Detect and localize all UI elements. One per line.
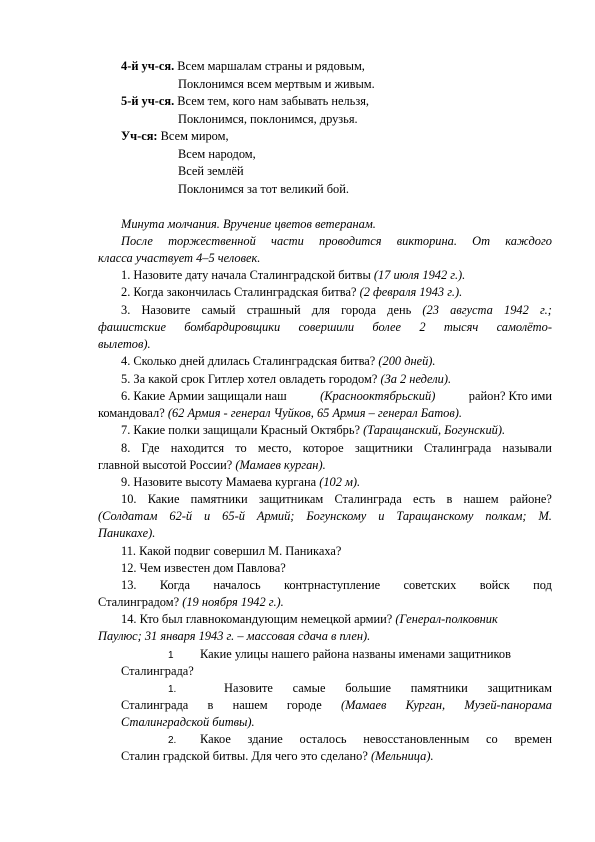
- word: районе?: [509, 492, 552, 506]
- answer-text: (62 Армия - генерал Чуйков, 65 Армия – генерал Батов).: [167, 406, 462, 420]
- answer-line: [98, 508, 552, 525]
- word: 13.: [121, 578, 137, 592]
- word: началось: [213, 578, 261, 592]
- quiz-question-6: [121, 388, 552, 405]
- word: день: [387, 303, 412, 317]
- word: Курган,: [405, 698, 446, 712]
- word: и: [204, 509, 211, 523]
- list-number: 2.: [168, 735, 177, 746]
- answer-line: вылетов).: [98, 337, 151, 351]
- word: которое: [302, 441, 344, 455]
- list-item-1: Какие улицы нашего района названы именами защитников: [200, 647, 511, 661]
- word: (Мамаев: [340, 698, 387, 712]
- quiz-question-1: [121, 267, 465, 284]
- answer-text: (200 дней).: [378, 354, 436, 368]
- question-text: Сталин градской битвы. Для чего это сделано?: [121, 749, 368, 763]
- quiz-question-3: [121, 302, 552, 319]
- speaker-label: Уч-ся:: [121, 129, 158, 143]
- intro-line: Минута молчания. Вручение цветов ветеранам.: [121, 217, 376, 231]
- word: защитникам: [487, 681, 552, 695]
- word: торжественной: [168, 234, 256, 248]
- word: М.: [538, 509, 552, 523]
- question-text: 1. Назовите дату начала Сталинградской битвы: [121, 268, 371, 282]
- answer-text: (Краснооктябрьский): [320, 389, 436, 403]
- word: для: [311, 303, 330, 317]
- word: самый: [201, 303, 236, 317]
- answer-line: [98, 594, 284, 611]
- word: фашистские: [98, 320, 166, 334]
- quiz-question-4: [121, 353, 436, 370]
- list-item-2-cont: Сталинградской битвы).: [121, 715, 255, 729]
- word: Назовите: [141, 303, 191, 317]
- quiz-question-13: [121, 577, 552, 594]
- word: 8.: [121, 441, 131, 455]
- word: называли: [502, 441, 552, 455]
- poem-text: Всем тем, кого нам забывать нельзя,: [177, 94, 370, 108]
- speaker-label: 4-й уч-ся.: [121, 59, 175, 73]
- poem-text: Всем миром,: [160, 129, 229, 143]
- word: то: [235, 441, 247, 455]
- word: памятники: [190, 492, 248, 506]
- answer-line: [98, 319, 552, 336]
- poem-text: Всем маршалам страны и рядовым,: [177, 59, 365, 73]
- question-text: 14. Кто был главнокомандующим немецкой армии?: [121, 612, 393, 626]
- word: самолёто-: [496, 320, 552, 334]
- answer-line: [98, 405, 462, 422]
- word: 10.: [121, 492, 137, 506]
- intro-line: [121, 233, 552, 250]
- quiz-question-10: [121, 491, 552, 508]
- word: каждого: [505, 234, 552, 248]
- word: 62-й: [169, 509, 193, 523]
- quiz-question-8: [121, 440, 552, 457]
- poem-line: Всем народом,: [178, 147, 256, 161]
- answer-text: (Мельница).: [370, 749, 434, 763]
- list-item-2-cont: [121, 697, 552, 714]
- question-text: 5. За какой срок Гитлер хотел овладеть городом?: [121, 372, 378, 386]
- word: августа: [450, 303, 493, 317]
- word: Сталинграда: [423, 441, 492, 455]
- word: большие: [345, 681, 392, 695]
- quiz-question-12: 12. Чем известен дом Павлова?: [121, 561, 286, 575]
- word: нашем: [463, 492, 499, 506]
- word: со: [486, 732, 498, 746]
- word: в: [446, 492, 453, 506]
- word: 3.: [121, 303, 131, 317]
- answer-text: (17 июля 1942 г.).: [373, 268, 466, 282]
- answer-text: (2 февраля 1943 г.).: [359, 285, 463, 299]
- list-item-2: [224, 680, 552, 697]
- word: защитники: [354, 441, 413, 455]
- word: здание: [247, 732, 283, 746]
- word: осталось: [299, 732, 347, 746]
- quiz-question-11: 11. Какой подвиг совершил М. Паникаха?: [121, 544, 342, 558]
- poem-line: [121, 58, 365, 75]
- list-number: 1.: [168, 684, 177, 695]
- poem-line: Поклонимся всем мертвым и живым.: [178, 77, 375, 91]
- word: Таращанскому: [396, 509, 474, 523]
- word: проводится: [319, 234, 382, 248]
- question-text: 6. Какие Армии защищали наш: [121, 389, 287, 403]
- word: Сталинграда: [121, 698, 189, 712]
- word: От: [472, 234, 491, 248]
- question-text: 7. Какие полки защищали Красный Октябрь?: [121, 423, 361, 437]
- word: 2: [419, 320, 426, 334]
- word: полкам;: [485, 509, 527, 523]
- word: г.;: [540, 303, 552, 317]
- word: есть: [412, 492, 436, 506]
- word: викторина.: [396, 234, 457, 248]
- word: бомбардировщики: [184, 320, 281, 334]
- word: Музей-панорама: [464, 698, 552, 712]
- question-text: главной высотой России?: [98, 458, 233, 472]
- word: Богунскому: [306, 509, 367, 523]
- question-text: командовал?: [98, 406, 165, 420]
- answer-text: (Таращанский, Богунский).: [363, 423, 506, 437]
- answer-line: [98, 457, 326, 474]
- word: защитникам: [258, 492, 324, 506]
- word: невосстановленным: [363, 732, 470, 746]
- word: 65-й: [222, 509, 245, 523]
- word: находится: [170, 441, 225, 455]
- answer-line: Паулюс; 31 января 1943 г. – массовая сдача в плен).: [98, 629, 371, 643]
- word: Назовите: [224, 681, 273, 695]
- word: (Солдатам: [98, 509, 158, 523]
- answer-text: (За 2 недели).: [380, 372, 452, 386]
- word: и: [378, 509, 385, 523]
- poem-line: Поклонимся за тот великий бой.: [178, 182, 349, 196]
- poem-line: Всей землёй: [178, 164, 244, 178]
- list-item-3-cont: [121, 748, 434, 765]
- quiz-question-14: [121, 611, 498, 628]
- question-text: Сталинградом?: [98, 595, 180, 609]
- answer-line: Паникахе).: [98, 526, 156, 540]
- word: После: [121, 234, 153, 248]
- quiz-question-7: [121, 422, 505, 439]
- answer-text: (102 м).: [319, 475, 361, 489]
- word: времен: [514, 732, 552, 746]
- poem-line: [121, 93, 369, 110]
- word: нашем: [232, 698, 268, 712]
- intro-line: класса участвует 4–5 человек.: [98, 251, 261, 265]
- list-item-3: [200, 731, 552, 748]
- word: Сталинграда: [334, 492, 402, 506]
- word: города: [341, 303, 376, 317]
- list-item-1-cont: Сталинграда?: [121, 664, 194, 678]
- poem-line: Поклонимся, поклонимся, друзья.: [178, 112, 358, 126]
- word: Когда: [159, 578, 190, 592]
- quiz-question-2: [121, 284, 462, 301]
- word: страшный: [246, 303, 301, 317]
- word: Армий;: [256, 509, 295, 523]
- word: в: [207, 698, 214, 712]
- answer-text: (Генерал-полковник: [395, 612, 498, 626]
- word: войск: [479, 578, 510, 592]
- question-text: 9. Назовите высоту Мамаева кургана: [121, 475, 317, 489]
- word: 1942: [504, 303, 529, 317]
- word: место,: [257, 441, 292, 455]
- word: памятники: [410, 681, 468, 695]
- word: самые: [292, 681, 326, 695]
- quiz-question-9: [121, 474, 360, 491]
- word: совершили: [298, 320, 355, 334]
- poem-line: [121, 128, 229, 145]
- word: части: [271, 234, 304, 248]
- speaker-label: 5-й уч-ся.: [121, 94, 175, 108]
- answer-text: (Мамаев курган).: [235, 458, 326, 472]
- question-text: 4. Сколько дней длилась Сталинградская битва?: [121, 354, 376, 368]
- answer-text: (19 ноября 1942 г.).: [182, 595, 284, 609]
- list-number: 1: [168, 650, 174, 661]
- word: Какие: [147, 492, 180, 506]
- word: более: [372, 320, 402, 334]
- word: контрнаступление: [283, 578, 381, 592]
- word: (23: [422, 303, 439, 317]
- word: Где: [141, 441, 160, 455]
- word: Какое: [200, 732, 231, 746]
- question-text: 2. Когда закончилась Сталинградская битва?: [121, 285, 357, 299]
- word: советских: [403, 578, 457, 592]
- quiz-question-5: [121, 371, 451, 388]
- word: тысяч: [443, 320, 479, 334]
- word: городе: [286, 698, 322, 712]
- word: под: [533, 578, 552, 592]
- question-text: район? Кто ими: [468, 389, 552, 403]
